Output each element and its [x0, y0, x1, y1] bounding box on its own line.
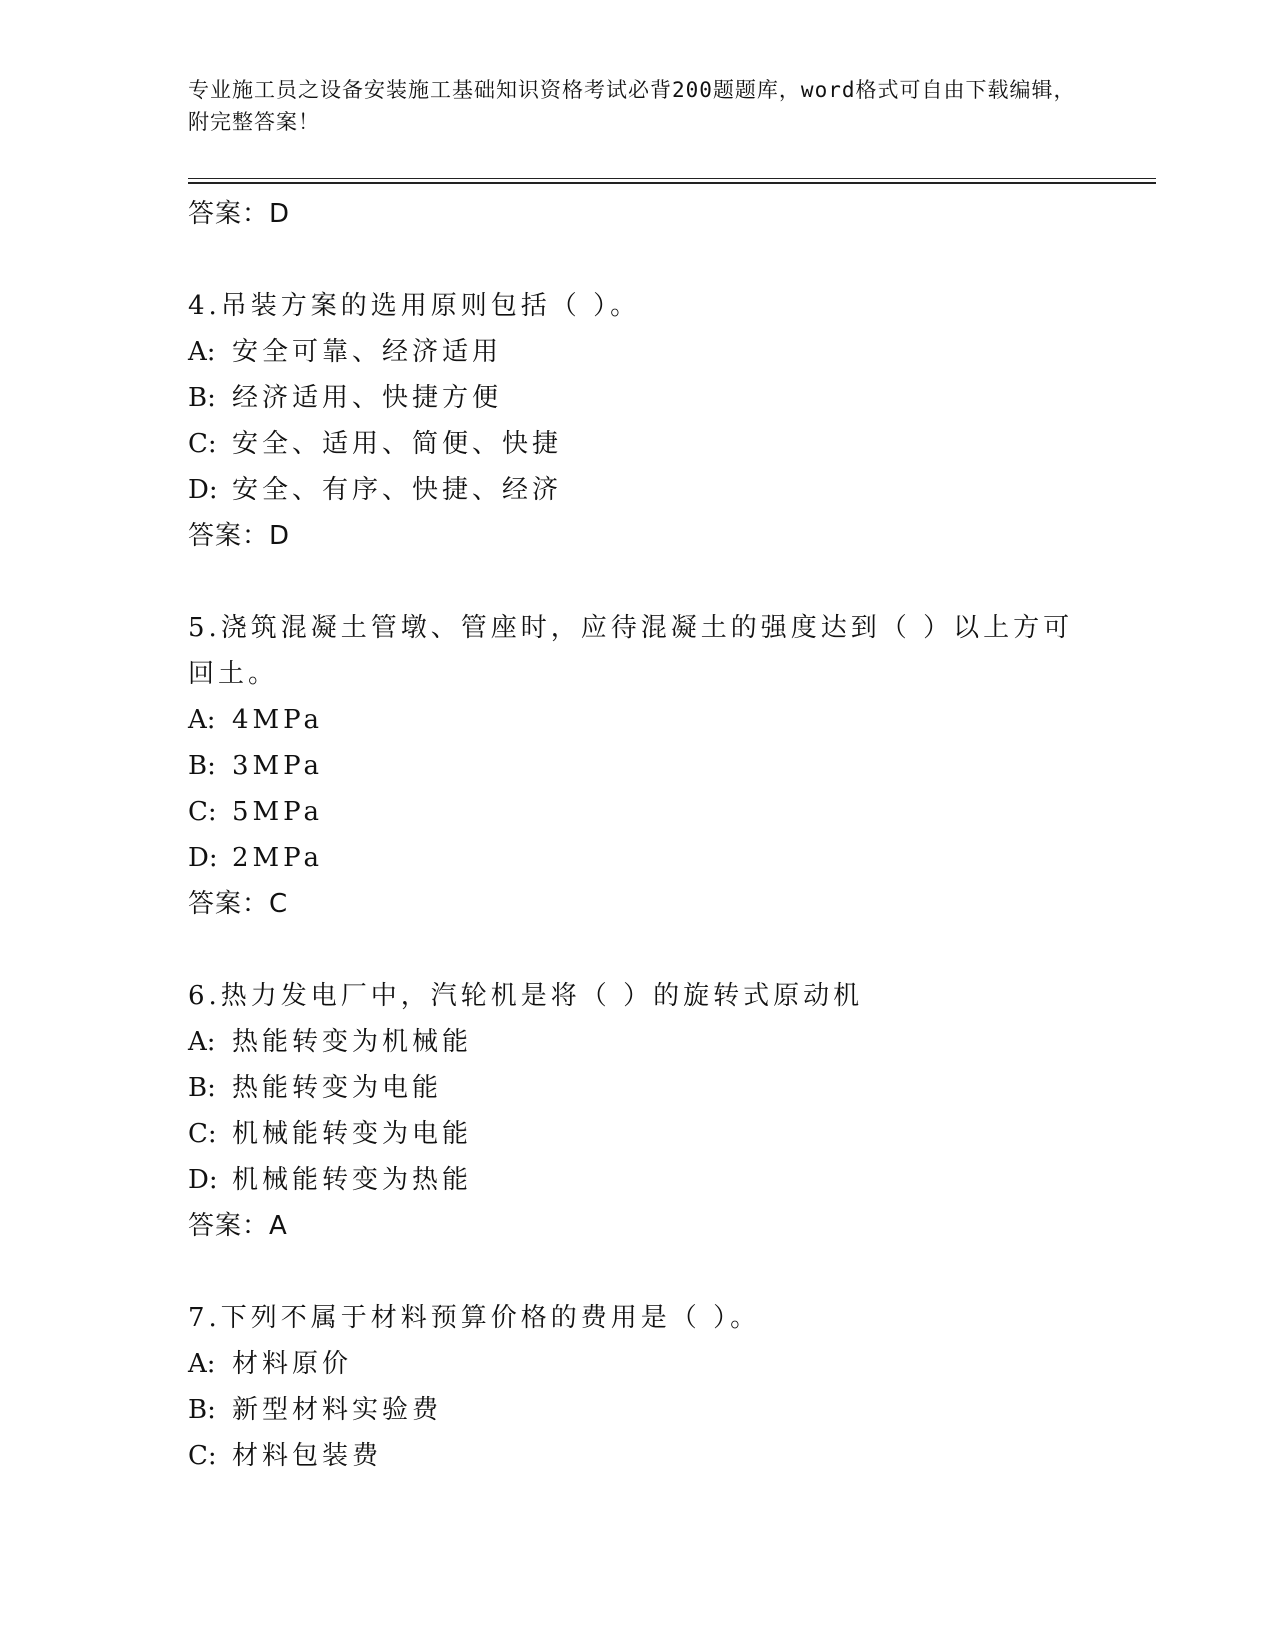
option-b [188, 743, 1088, 789]
option-b [188, 1387, 1088, 1433]
option-d [188, 835, 1088, 881]
question-text: 4.吊装方案的选用原则包括（ ）。 [188, 291, 641, 321]
question-text: 5.浇筑混凝土管墩、管座时，应待混凝土的强度达到（ ）以上方可回土。 [188, 613, 1074, 689]
option-d [188, 467, 1088, 513]
option-letter: C: [188, 1441, 217, 1471]
option-c [188, 421, 1088, 467]
spacer [188, 559, 1088, 605]
option-text: 安全、适用、简便、快捷 [232, 429, 563, 459]
option-letter: D: [188, 475, 218, 505]
option-letter: A: [188, 1027, 216, 1057]
option-c [188, 1111, 1088, 1157]
spacer [188, 1249, 1088, 1295]
option-text: 机械能转变为热能 [232, 1165, 473, 1195]
option-text: 材料包装费 [232, 1441, 383, 1471]
option-letter: A: [188, 705, 216, 735]
header-title: 专业施工员之设备安装施工基础知识资格考试必背200题题库，word格式可自由下载编辑，附完整答案！ [188, 78, 1076, 134]
answer-line: 答案：A [188, 1211, 288, 1241]
answer-line: 答案：C [188, 889, 289, 919]
option-b [188, 375, 1088, 421]
header-divider-thick [188, 182, 1156, 184]
option-text: 经济适用、快捷方便 [232, 383, 503, 413]
option-text: 机械能转变为电能 [232, 1119, 473, 1149]
option-c [188, 789, 1088, 835]
option-a [188, 329, 1088, 375]
option-text: 3MPa [232, 751, 323, 781]
question-block [188, 1295, 1088, 1479]
option-text: 2MPa [232, 843, 323, 873]
option-a [188, 1019, 1088, 1065]
option-letter: B: [188, 751, 216, 781]
option-text: 安全、有序、快捷、经济 [232, 475, 563, 505]
answer-line: 答案：D [188, 199, 291, 229]
option-letter: B: [188, 1073, 216, 1103]
option-letter: C: [188, 429, 217, 459]
spacer [188, 237, 1088, 283]
header-divider-thin [188, 178, 1156, 179]
option-b [188, 1065, 1088, 1111]
option-a [188, 1341, 1088, 1387]
option-letter: A: [188, 1349, 216, 1379]
option-c [188, 1433, 1088, 1479]
answer-line: 答案：D [188, 521, 291, 551]
option-letter: D: [188, 843, 218, 873]
option-letter: A: [188, 337, 216, 367]
question-block [188, 973, 1088, 1249]
option-letter: B: [188, 1395, 216, 1425]
option-letter: C: [188, 797, 217, 827]
question-block [188, 605, 1088, 927]
option-letter: B: [188, 383, 216, 413]
option-d [188, 1157, 1088, 1203]
option-text: 安全可靠、经济适用 [232, 337, 503, 367]
option-letter: C: [188, 1119, 217, 1149]
document-body [188, 191, 1088, 1479]
option-letter: D: [188, 1165, 218, 1195]
option-text: 热能转变为机械能 [232, 1027, 473, 1057]
option-text: 热能转变为电能 [232, 1073, 443, 1103]
option-text: 5MPa [232, 797, 323, 827]
option-text: 新型材料实验费 [232, 1395, 443, 1425]
spacer [188, 927, 1088, 973]
option-a [188, 697, 1088, 743]
question-text: 7.下列不属于材料预算价格的费用是（ ）。 [188, 1303, 761, 1333]
option-text: 材料原价 [232, 1349, 353, 1379]
question-text: 6.热力发电厂中，汽轮机是将（ ）的旋转式原动机 [188, 981, 864, 1011]
question-block [188, 283, 1088, 559]
option-text: 4MPa [232, 705, 323, 735]
